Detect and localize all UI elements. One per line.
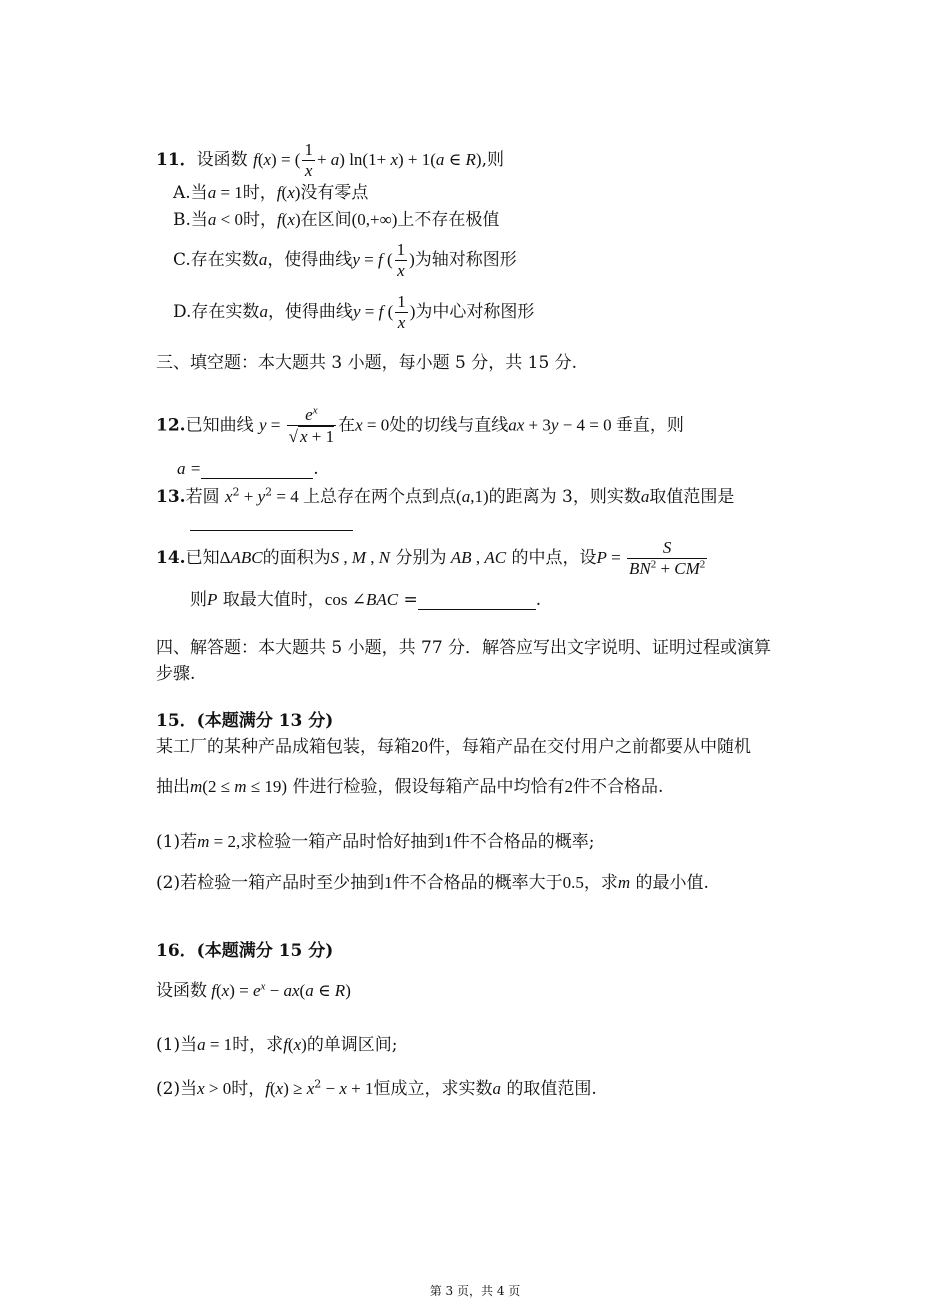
- q13-stem: 13.若圆 $x^2 + y^2 = 4$ 上总存在两个点到点(a,1)的距离为 3，则实数a取值范围是: [156, 485, 735, 507]
- q13-answer-line: [190, 511, 353, 531]
- q13-answer-blank[interactable]: [190, 514, 353, 531]
- q16-heading: 16．(本题满分 15 分): [156, 941, 334, 961]
- q14-stem: 14.已知ΔABC的面积为S , M , N 分别为 AB , AC 的中点，设P = $\frac{S}{BN^2 + CM^2}$: [156, 538, 706, 578]
- q11-option-a: A.当a = 1时，f(x)没有零点: [173, 183, 369, 203]
- q16-part1: (1)当a = 1时，求f(x)的单调区间;: [156, 1035, 398, 1055]
- q15-part1: (1)若m = 2,求检验一箱产品时恰好抽到1件不合格品的概率;: [156, 832, 595, 852]
- q12-stem: 12.已知曲线 y = $\frac{e^x}{√ x + 1}$ 在x = 0处的切线与直线ax + 3y − 4 = 0 垂直，则: [156, 404, 684, 446]
- q15-part2: (2)若检验一箱产品时至少抽到1件不合格品的概率大于0.5，求m 的最小值.: [156, 873, 709, 893]
- q16-stem: 设函数 $f(x) = e^x - ax(a$ ∈ R): [156, 980, 351, 1001]
- q12-fraction: $\frac{e^x}{√ x + 1}$: [288, 404, 335, 446]
- q16-part2: (2)当x > 0时，$f(x) \ge x^2 - x + 1$恒成立，求实数a 的取值范围.: [156, 1077, 597, 1099]
- q11-option-c: C.存在实数a，使得曲线y = f ( $\frac{1}{x}$ )为轴对称图形: [173, 240, 517, 280]
- q11-option-b: B.当a < 0时，f(x)在区间(0,+∞)上不存在极值: [173, 210, 500, 230]
- q12-answer-line: a = .: [177, 459, 319, 479]
- q11-fraction: $\frac{1}{x}$: [304, 140, 313, 180]
- section4-heading-line2: 步骤.: [156, 664, 196, 684]
- q14-answer-blank[interactable]: [418, 593, 536, 610]
- page-footer: 第 3 页，共 4 页: [429, 1284, 521, 1298]
- q14-fraction: $\frac{S}{BN^2 + CM^2}$: [628, 538, 706, 578]
- q11-option-d: D.存在实数a，使得曲线y = f ( $\frac{1}{x}$ )为中心对称图形: [173, 292, 535, 332]
- q11-stem: 11．设函数 f(x) = ( $\frac{1}{x}$ + a) ln(1+ x) + 1(a ∈ R),则: [156, 140, 504, 180]
- q15-heading: 15．(本题满分 13 分): [156, 711, 334, 731]
- q12-answer-blank[interactable]: [201, 462, 313, 479]
- q15-line2: 抽出m(2 ≤ m ≤ 19) 件进行检验，假设每箱产品中均恰有2件不合格品.: [156, 777, 664, 797]
- section4-heading-line1: 四、解答题：本大题共 5 小题，共 77 分．解答应写出文字说明、证明过程或演算: [156, 638, 772, 658]
- q14-line2: 则P 取最大值时，cos ∠BAC = .: [190, 590, 542, 610]
- section3-heading: 三、填空题：本大题共 3 小题，每小题 5 分，共 15 分.: [156, 353, 578, 373]
- q15-line1: 某工厂的某种产品成箱包装，每箱20件，每箱产品在交付用户之前都要从中随机: [156, 737, 751, 757]
